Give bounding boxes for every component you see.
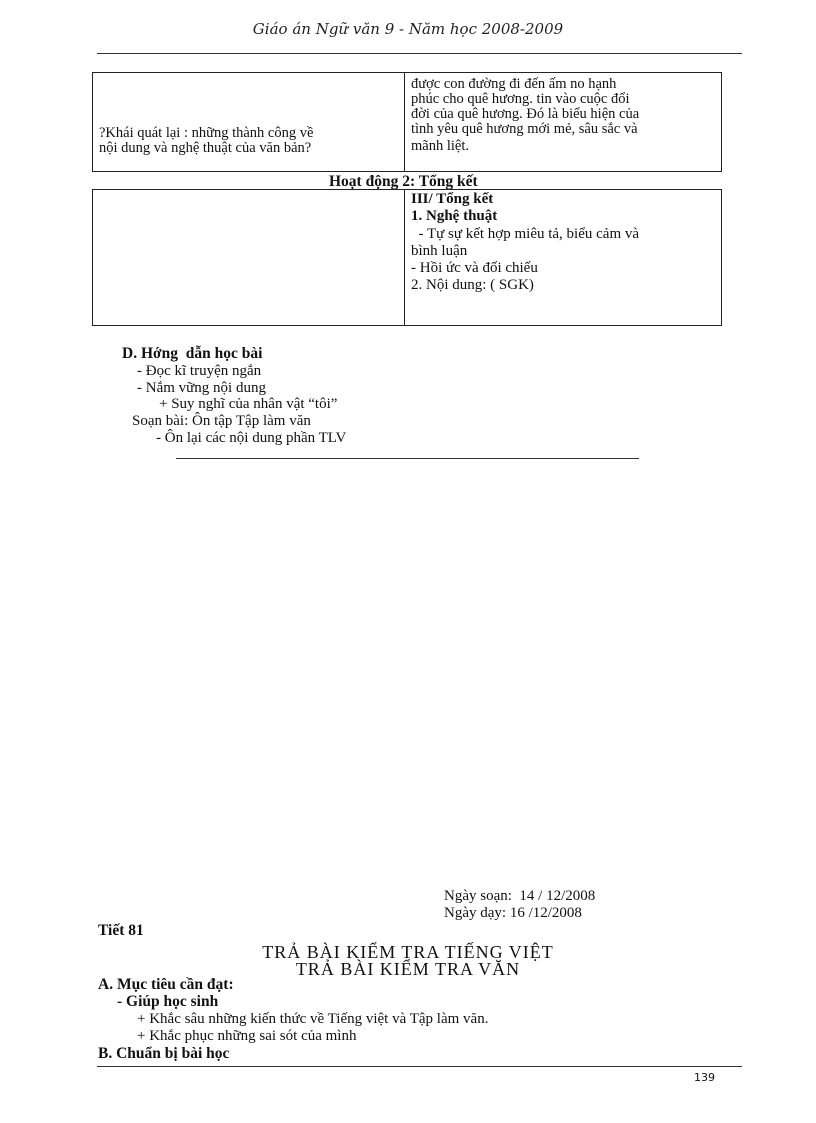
section-a-line-2: + Khắc phục những sai sót của mình <box>137 1028 357 1044</box>
footer-rule <box>97 1066 742 1067</box>
table1-left-cell <box>92 72 405 172</box>
table1-right-line-3: đời của quê hương. Đó là biểu hiện của <box>411 106 640 122</box>
lesson-title-1: TRẢ BÀI KIỂM TRA TIẾNG VIỆT <box>262 942 554 962</box>
table2-line-1: - Tự sự kết hợp miêu tả, biểu cảm và <box>411 226 640 242</box>
table1-right-cell <box>404 72 722 172</box>
section-a-line-1: + Khắc sâu những kiến thức về Tiếng việt và Tập làm văn. <box>137 1011 489 1027</box>
page-number: 139 <box>694 1071 715 1084</box>
table1-left-line-2: nội dung và nghệ thuật của văn bản? <box>99 140 312 156</box>
table1-right-line-4: tình yêu quê hương mới mẻ, sâu sắc và <box>411 121 638 137</box>
section-d-line-1: - Đọc kĩ truyện ngắn <box>137 363 262 379</box>
prep-date: Ngày soạn: 14 / 12/2008 <box>444 888 596 904</box>
header-rule <box>97 53 742 54</box>
section-d-line-4: Soạn bài: Ôn tập Tập làm văn <box>132 413 311 429</box>
section-d-line-5: - Ôn lại các nội dung phần TLV <box>156 430 347 446</box>
table1-right-line-2: phúc cho quê hương. tin vào cuộc đổi <box>411 91 630 107</box>
section-a-subtitle: - Giúp học sinh <box>117 993 219 1010</box>
table2-line-4: 2. Nội dung: ( SGK) <box>411 277 534 293</box>
teach-date: Ngày dạy: 16 /12/2008 <box>444 905 582 921</box>
table1-left-line-1: ?Khái quát lại : những thành công về <box>99 125 314 141</box>
section-d-line-3: + Suy nghĩ của nhân vật “tôi” <box>159 396 338 412</box>
art-subheading: 1. Nghệ thuật <box>411 208 498 224</box>
table1-right-line-5: mãnh liệt. <box>411 138 469 154</box>
summary-heading: III/ Tổng kết <box>411 191 494 207</box>
section-divider <box>176 458 639 459</box>
lesson-number: Tiết 81 <box>98 922 144 939</box>
table2-line-3: - Hồi ức và đối chiếu <box>411 260 538 276</box>
section-b-title: B. Chuẩn bị bài học <box>98 1045 230 1062</box>
running-header: Giáo án Ngữ văn 9 - Năm học 2008-2009 <box>252 20 564 38</box>
table1-right-line-1: được con đường đi đến ấm no hạnh <box>411 76 617 92</box>
table2-right-cell <box>404 189 722 326</box>
table2-left-cell <box>92 189 405 326</box>
section-a-title: A. Mục tiêu cần đạt: <box>98 976 234 993</box>
table2-line-2: bình luận <box>411 243 468 259</box>
activity-2-heading: Hoạt động 2: Tổng kết <box>329 173 478 190</box>
section-d-line-2: - Nắm vững nội dung <box>137 380 266 396</box>
section-d-title: D. Hớng dẫn học bài <box>122 345 263 362</box>
lesson-title-2: TRẢ BÀI KIỂM TRA VĂN <box>295 959 521 979</box>
